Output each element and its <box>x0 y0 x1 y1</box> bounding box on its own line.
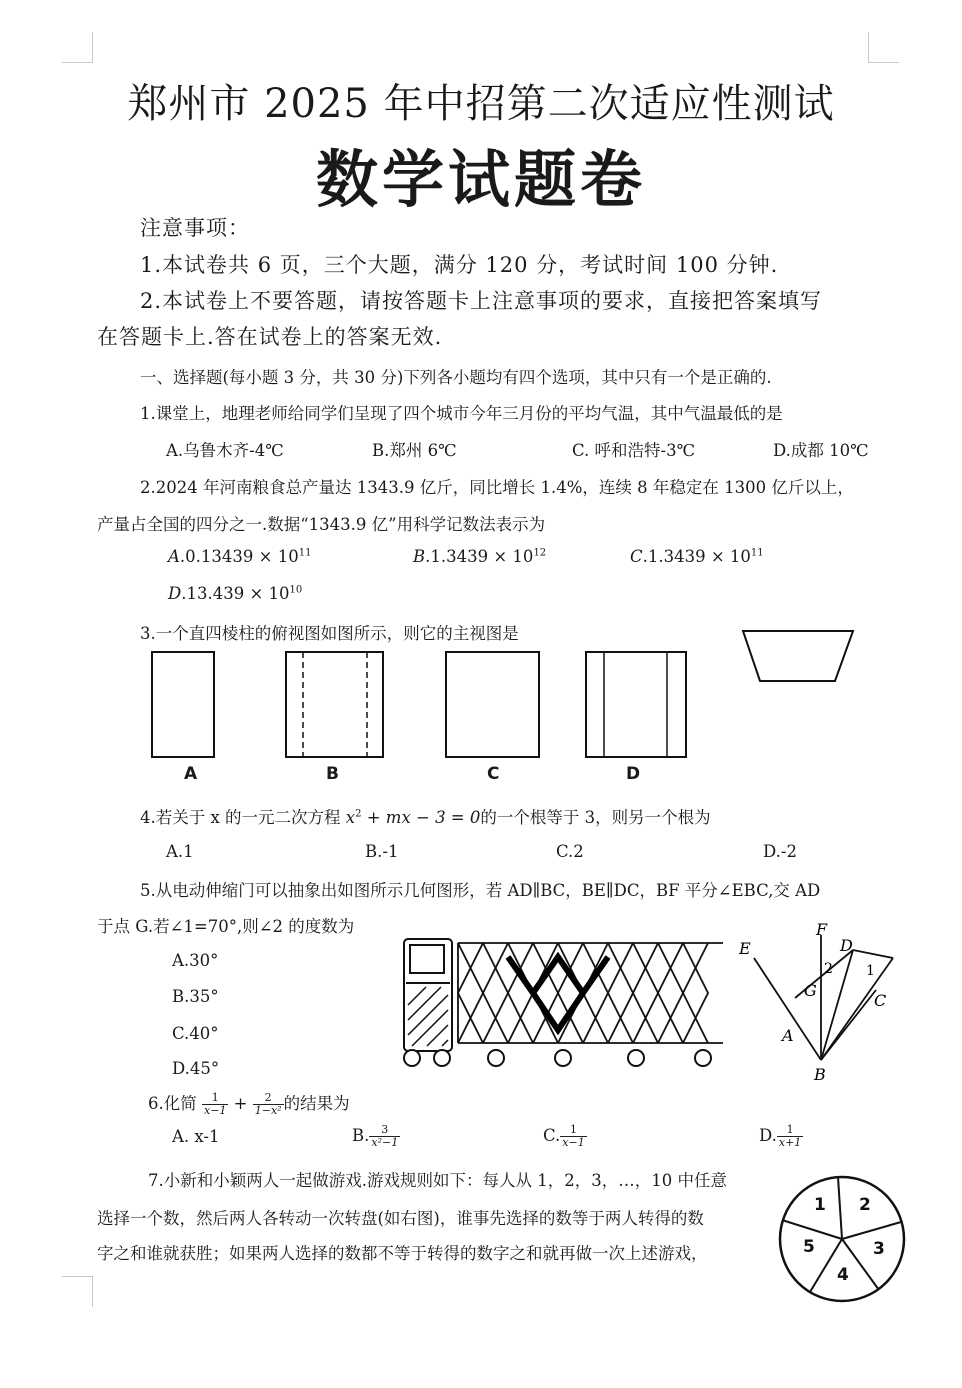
spinner-sector-2: 2 <box>859 1195 871 1215</box>
q2-option-b: $B.1.3439 \times 10^{12}$ <box>413 547 547 566</box>
q5-option-b: B.35° <box>172 987 219 1006</box>
q3-label-d: D <box>626 764 641 784</box>
q6-stem: 6.化简 $\frac{1}{x-1}$ + $\frac{2}{\text{1−x²}}$ 的结果为 <box>148 1091 350 1117</box>
q5-option-d: D.45° <box>172 1059 220 1078</box>
q5-gate-illustration <box>398 935 728 1070</box>
exam-title: 郑州市 2025 年中招第二次适应性测试 <box>127 81 835 127</box>
q5-angle-2: 2 <box>824 961 833 977</box>
spinner-sector-1: 1 <box>814 1195 826 1215</box>
q6-option-b: B. $\frac{3}{\text{x²−1}}$ <box>352 1123 399 1149</box>
q5-point-a: A <box>782 1026 794 1045</box>
q1-option-b: B.郑州 6℃ <box>372 441 457 460</box>
q5-option-c: C.40° <box>172 1024 219 1043</box>
q5-geometry-figure <box>736 920 906 1085</box>
q3-label-c: C <box>487 764 500 784</box>
q2-option-c: $C.1.3439 \times 10^{11}$ <box>630 547 764 566</box>
notes-item-2-line-2: 在答题卡上.答在试卷上的答案无效. <box>97 325 443 349</box>
spinner-sector-5: 5 <box>803 1237 815 1257</box>
q2-stem-line-1: 2.2024 年河南粮食总产量达 1343.9 亿斤，同比增长 1.4%，连续 8 年稳定在 1300 亿斤以上， <box>140 478 854 497</box>
q4-option-d: D.-2 <box>763 842 797 861</box>
q6-option-c: C. $\frac{1}{x-1}$ <box>543 1123 585 1149</box>
q6-fraction-2: $\frac{2}{\text{1−x²}}$ <box>254 1091 282 1117</box>
q5-point-d: D <box>840 936 853 955</box>
q4-stem: 4.若关于 x 的一元二次方程 $x^2$ + mx − 3 = 0的一个根等于 3，则另一个根为 <box>140 808 711 827</box>
notes-heading: 注意事项： <box>140 216 250 240</box>
q4-option-c: C.2 <box>556 842 584 861</box>
q3-option-a-figure <box>148 648 220 760</box>
q7-spinner-figure <box>776 1172 911 1307</box>
q3-label-a: A <box>184 764 198 784</box>
corner-mark-bottom-left <box>62 1276 93 1307</box>
q7-line-1: 7.小新和小颖两人一起做游戏.游戏规则如下：每人从 1，2，3，…，10 中任意 <box>148 1171 727 1190</box>
q1-option-c: C. 呼和浩特-3℃ <box>572 441 696 460</box>
q4-option-a: A.1 <box>166 842 194 861</box>
q5-stem-line-2: 于点 G.若∠1=70°,则∠2 的度数为 <box>97 917 355 936</box>
q5-point-g: G <box>804 981 817 1000</box>
q3-label-b: B <box>326 764 339 784</box>
corner-mark-top-left <box>62 32 93 63</box>
spinner-sector-3: 3 <box>873 1239 885 1259</box>
q6-option-a: A. x-1 <box>172 1127 220 1146</box>
notes-item-1: 1.本试卷共 6 页，三个大题，满分 120 分，考试时间 100 分钟. <box>140 253 779 277</box>
q1-stem: 1.课堂上，地理老师给同学们呈现了四个城市今年三月份的平均气温，其中气温最低的是 <box>140 404 783 423</box>
q3-stem: 3.一个直四棱柱的俯视图如图所示，则它的主视图是 <box>140 624 519 643</box>
q5-point-c: C <box>874 991 887 1010</box>
q6-option-d: D. $\frac{1}{x+1}$ <box>759 1123 802 1149</box>
section-1-title: 一、选择题(每小题 3 分，共 30 分)下列各小题均有四个选项，其中只有一个是正确的. <box>140 368 772 387</box>
q1-option-d: D.成都 10℃ <box>773 441 869 460</box>
spinner-sector-4: 4 <box>837 1265 849 1285</box>
q4-option-b: B.-1 <box>365 842 399 861</box>
q3-option-c-figure <box>442 648 544 760</box>
q2-option-a: $A.0.13439 \times 10^{11}$ <box>168 547 312 566</box>
notes-item-2-line-1: 2.本试卷上不要答题，请按答题卡上注意事项的要求，直接把答案填写 <box>140 289 823 313</box>
q3-option-b-figure <box>283 648 387 760</box>
q2-stem-line-2: 产量占全国的四分之一.数据“1343.9 亿”用科学记数法表示为 <box>97 515 546 534</box>
q3-top-view-figure <box>740 628 860 688</box>
q7-line-3: 字之和谁就获胜；如果两人选择的数都不等于转得的数字之和就再做一次上述游戏， <box>97 1244 708 1263</box>
q5-stem-line-1: 5.从电动伸缩门可以抽象出如图所示几何图形，若 AD∥BC，BE∥DC，BF 平分∠EBC,交 AD <box>140 881 821 900</box>
q5-point-e: E <box>739 939 751 958</box>
q5-point-f: F <box>816 920 828 939</box>
q2-option-d: $D.13.439 \times 10^{10}$ <box>168 584 303 603</box>
q5-angle-1: 1 <box>866 963 875 979</box>
q5-option-a: A.30° <box>172 951 219 970</box>
exam-subtitle: 数学试题卷 <box>315 143 646 216</box>
q5-point-b: B <box>814 1065 826 1084</box>
q1-option-a: A.乌鲁木齐-4℃ <box>166 441 284 460</box>
q6-fraction-1: $\frac{1}{x-1}$ <box>204 1091 227 1117</box>
q7-line-2: 选择一个数，然后两人各转动一次转盘(如右图)，谁事先选择的数等于两人转得的数 <box>97 1209 704 1228</box>
corner-mark-top-right <box>868 32 899 63</box>
q3-option-d-figure <box>582 648 690 760</box>
